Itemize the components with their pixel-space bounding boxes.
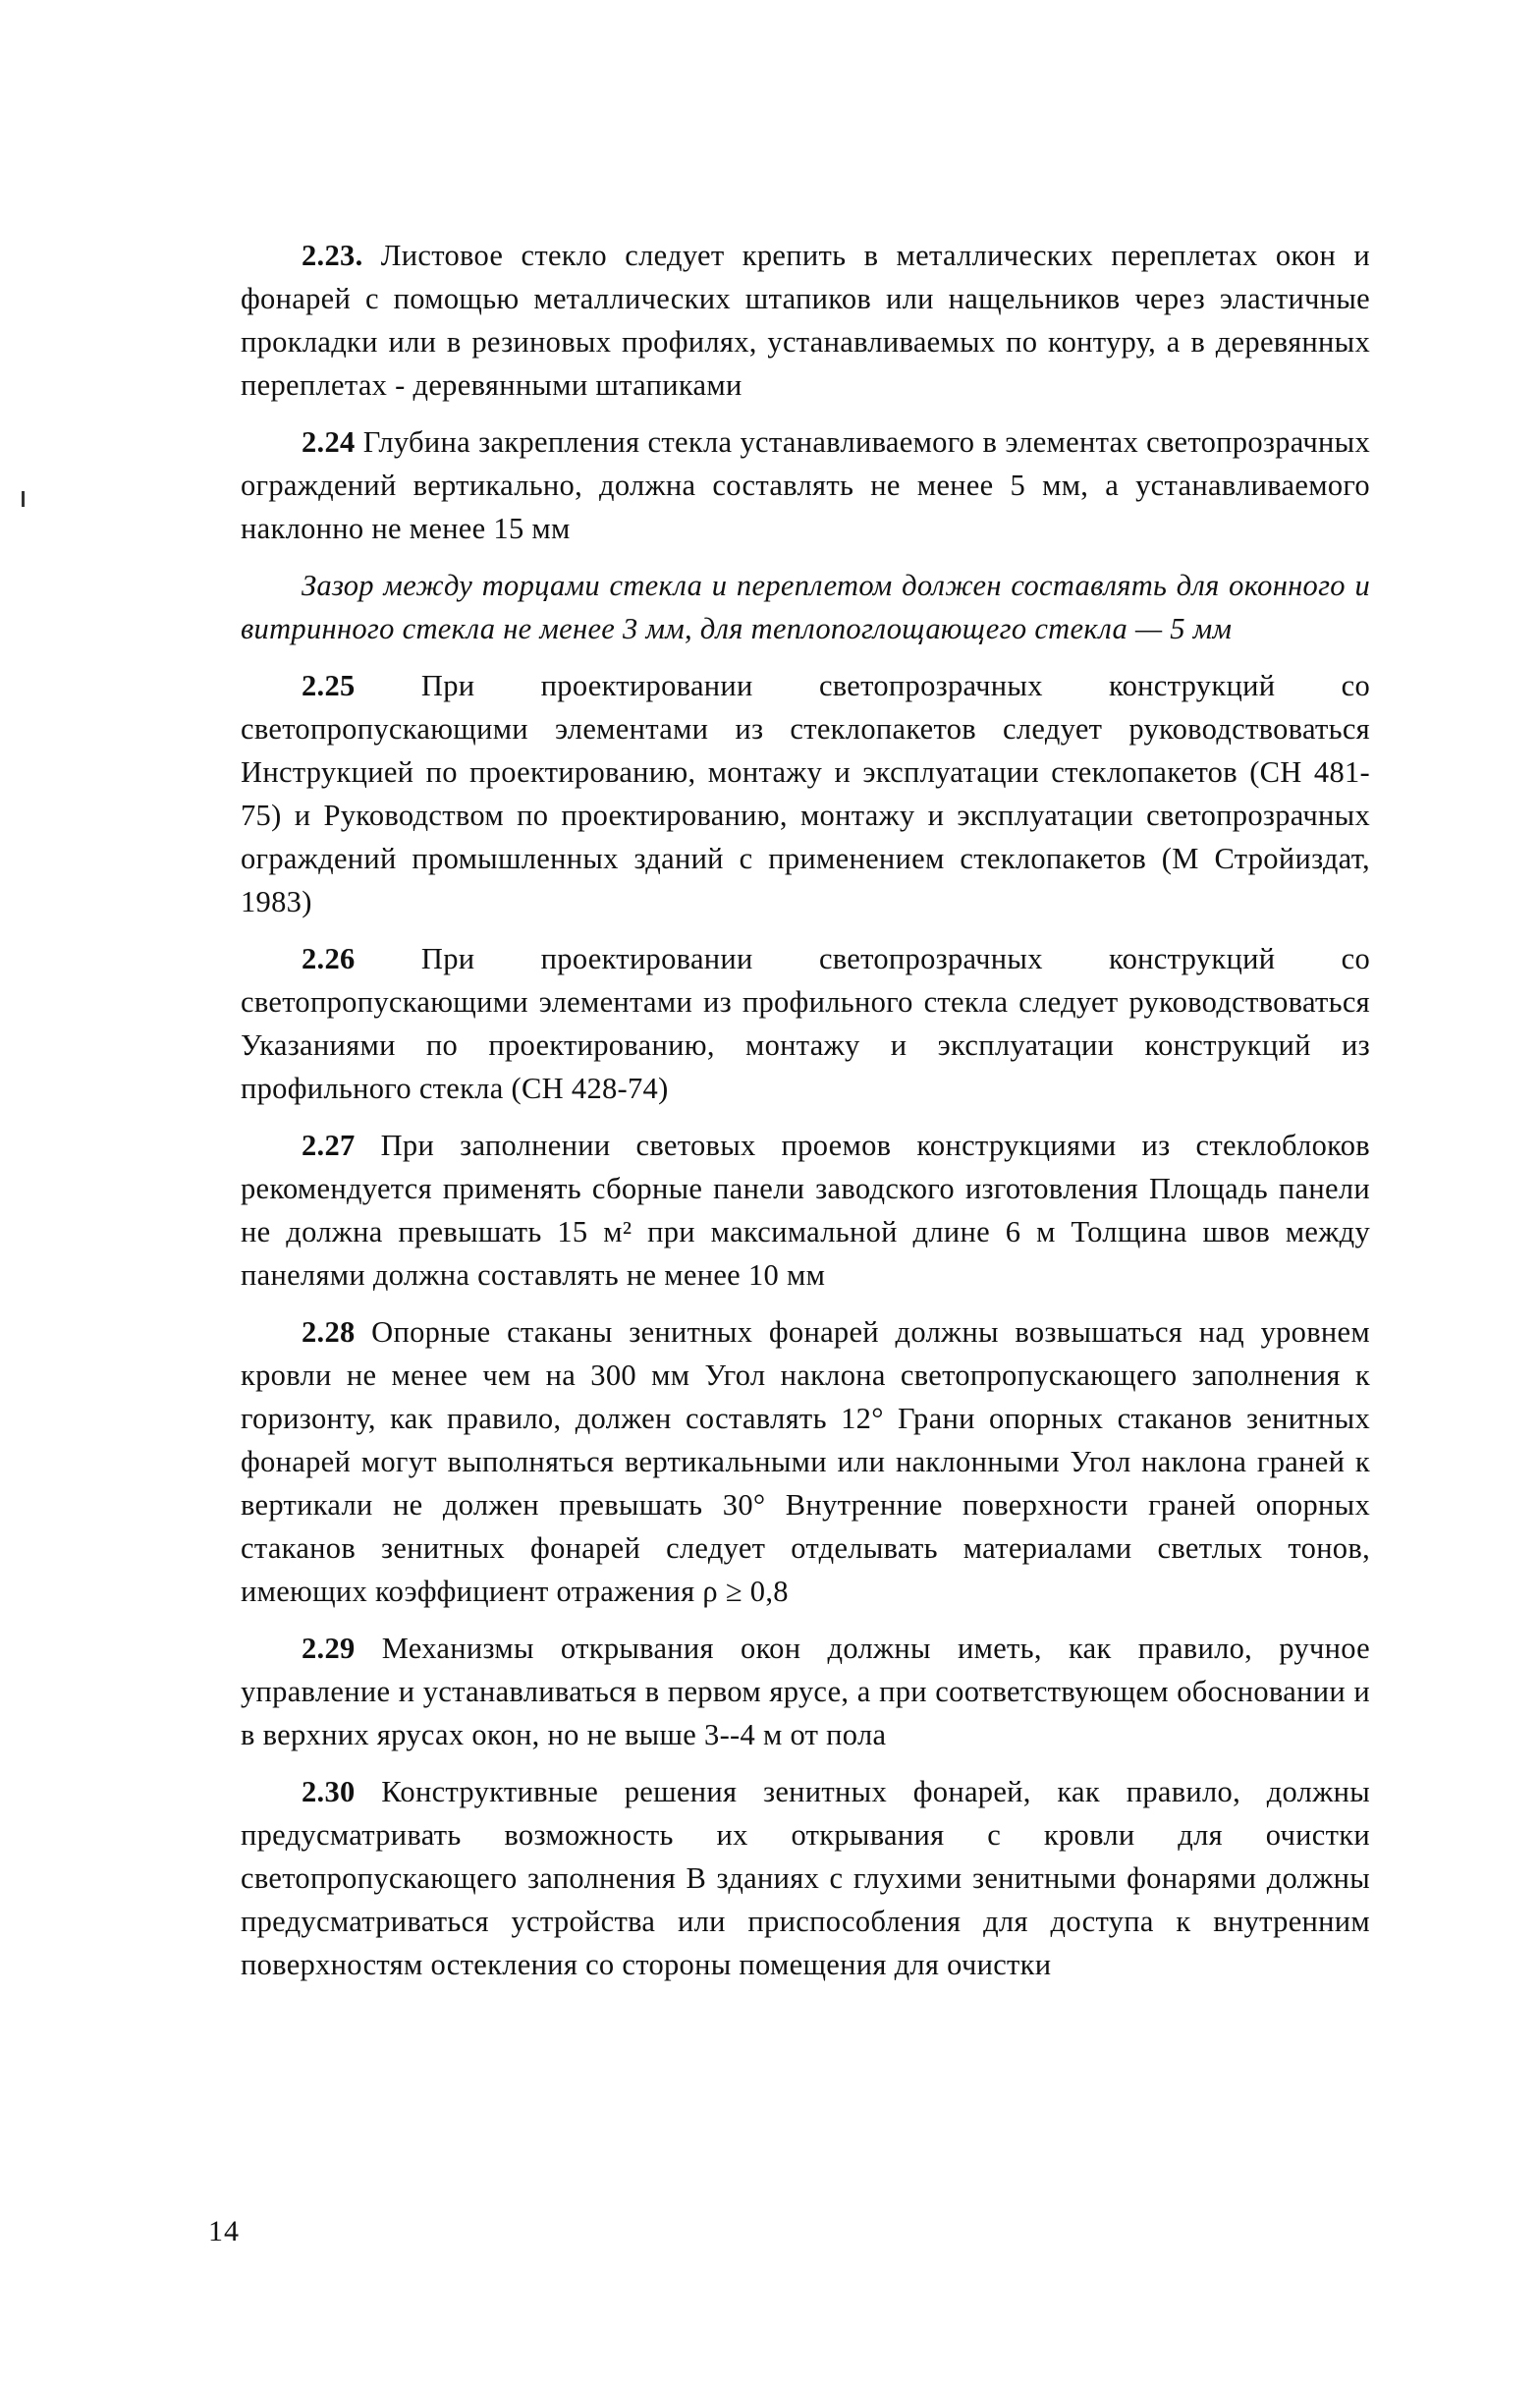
document-body [241,234,1370,2000]
paragraph-2-27 [241,1124,1370,1297]
paragraph-number: 2.25 [302,669,356,702]
paragraph-2-30 [241,1770,1370,1986]
paragraph-number: 2.26 [302,942,356,975]
paragraph-number: 2.28 [302,1315,356,1349]
paragraph-text: Опорные стаканы зенитных фонарей должны возвышаться над уровнем кровли не менее чем на 300 мм Угол наклона светопропускающего заполнения к горизонту, как правило, должен составлять 12° Грани опорных стаканов зенитных фонарей могут выполняться вертикальными или наклонными Угол наклона граней к вертикали не должен превышать 30° Внутренние поверхности граней опорных стаканов зенитных фонарей следует отделывать материалами светлых тонов, имеющих коэффициент отражения ρ ≥ 0,8 [241,1315,1370,1608]
paragraph-2-24 [241,420,1370,550]
paragraph-number: 2.24 [302,425,356,459]
paragraph-2-24-gap [241,564,1370,650]
paragraph-2-25 [241,664,1370,923]
paragraph-text: При проектировании светопрозрачных конструкций со светопропускающими элементами из профильного стекла следует руководствоваться Указаниями по проектированию, монтажу и эксплуатации конструкций из профильного стекла (СН 428-74) [241,942,1370,1105]
paragraph-2-26 [241,937,1370,1110]
paragraph-2-28 [241,1310,1370,1613]
paragraph-text: Механизмы открывания окон должны иметь, как правило, ручное управление и устанавливаться в первом ярусе, а при соответствующем обосновании и в верхних ярусах окон, но не выше 3--4 м от пола [241,1632,1370,1751]
paragraph-number: 2.27 [302,1129,356,1162]
paragraph-number: 2.30 [302,1775,356,1808]
paragraph-2-23 [241,234,1370,407]
paragraph-text: Листовое стекло следует крепить в металлических переплетах окон и фонарей с помощью металлических штапиков или нащельников через эластичные прокладки или в резиновых профилях, устанавливаемых по контуру, а в деревянных переплетах - деревянными штапиками [241,239,1370,402]
paragraph-text: При заполнении световых проемов конструкциями из стеклоблоков рекомендуется применять сборные панели заводского изготовления Площадь панели не должна превышать 15 м² при максимальной длине 6 м Толщина швов между панелями должна составлять не менее 10 мм [241,1129,1370,1292]
paragraph-text: При проектировании светопрозрачных конструкций со светопропускающими элементами из стеклопакетов следует руководствоваться Инструкцией по проектированию, монтажу и эксплуатации стеклопакетов (СН 481-75) и Руководством по проектированию, монтажу и эксплуатации светопрозрачных ограждений промышленных зданий с применением стеклопакетов (М Стройиздат, 1983) [241,669,1370,918]
paragraph-number: 2.23. [302,239,363,272]
paragraph-number: 2.29 [302,1632,356,1665]
paragraph-text: Глубина закрепления стекла устанавливаемого в элементах светопрозрачных ограждений вертикально, должна составлять не менее 5 мм, а устанавливаемого наклонно не менее 15 мм [241,425,1370,545]
scan-edge-mark [22,491,25,507]
page-number: 14 [208,2215,240,2247]
paragraph-2-29 [241,1627,1370,1756]
paragraph-text: Зазор между торцами стекла и переплетом должен составлять для оконного и витринного стекла не менее 3 мм, для теплопоглощающего стекла — 5 мм [241,569,1370,645]
paragraph-text: Конструктивные решения зенитных фонарей, как правило, должны предусматривать возможность их открывания с кровли для очистки светопропускающего заполнения В зданиях с глухими зенитными фонарями должны предусматриваться устройства или приспособления для доступа к внутренним поверхностям остекления со стороны помещения для очистки [241,1775,1370,1981]
